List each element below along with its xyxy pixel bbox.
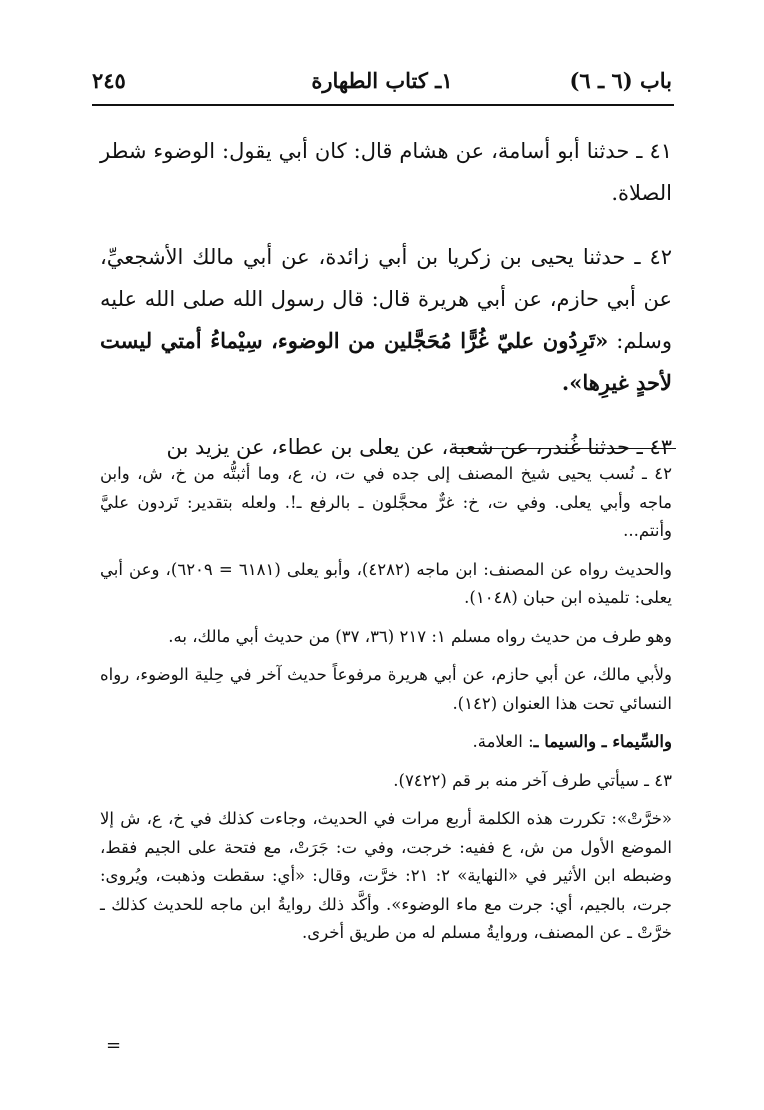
- hadith-42: ٤٢ ـ حدثنا يحيى بن زكريا بن أبي زائدة، عن أبي مالك الأشجعيِّ، عن أبي حازم، عن أبي هريرة قال: قال رسول الله صلى الله عليه وسلم: «تَرِدُون عليّ غُرًّا مُحَجَّلين من الوضوء، سِيْماءُ أمتي ليست لأحدٍ غيرِها».: [100, 245, 672, 395]
- footnote-rule: [452, 448, 676, 449]
- footnote-43-kharrat: «خرَّتْ»: تكررت هذه الكلمة أربع مرات في الحديث، وجاءت كذلك في خ، ع، ش إلا الموضع الأول من ش، ع ففيه: خرجت، وفي ت: جَرَتْ، مع فتحة على الجيم فقط، وضبطه ابن الأثير في «النهاية» ٢: ٢١: خرَّت، وقال: «أي: سقطت وذهبت، ويُروى: جرت، بالجيم، أي: جرت مع ماء الوضوء». وأكَّد ذلك روايةُ ابن ماجه للحديث كذلك ـ خرَّتْ ـ عن المصنف، وروايةُ مسلم له من طريق أخرى.: [100, 809, 673, 942]
- hadith-41: ٤١ ـ حدثنا أبو أسامة، عن هشام قال: كان أبي يقول: الوضوء شطر الصلاة.: [100, 139, 672, 205]
- footnote-42-other: ولأبي مالك، عن أبي حازم، عن أبي هريرة مرفوعاً حديث آخر في حِلية الوضوء، رواه النسائي تحت هذا العنوان (١٤٢).: [100, 665, 672, 713]
- chapter-label: باب (٦ ـ ٦): [569, 68, 672, 93]
- hadith-42-quote: «تَرِدُون عليّ غُرًّا مُحَجَّلين من الوضوء، سِيْماءُ أمتي ليست لأحدٍ غيرِها».: [100, 328, 672, 395]
- footnote-42-simaa: والسِّيماء ـ والسيما ـ: العلامة.: [472, 732, 672, 751]
- footnote-43: ٤٣ ـ سيأتي طرف آخر منه بر قم (٧٤٢٢).: [393, 770, 672, 790]
- continuation-mark: =: [106, 1035, 122, 1056]
- footnote-42-sources: والحديث رواه عن المصنف: ابن ماجه (٤٢٨٢)، وأبو يعلى (٦١٨١ = ٦٢٠٩)، وعن أبي يعلى: تلميذه ابن حبان (١٠٤٨).: [100, 559, 673, 607]
- hadith-43: ٤٣ ـ حدثنا غُندر، عن شعبة، عن يعلى بن عطاء، عن يزيد بن: [166, 435, 672, 459]
- running-header: [92, 64, 672, 98]
- book-title: ١ـ كتاب الطهارة: [311, 68, 453, 93]
- footnote-42: ٤٢ ـ نُسب يحيى شيخ المصنف إلى جده في ت، ن، ع، وما أثبتُّه من خ، ش، وابن ماجه وأبي يعلى. وفي ت، خ: غرٌّ محجَّلون ـ بالرفع ـ!. ولعله بتقدير: تَردون عليَّ وأنتم...: [100, 464, 672, 540]
- page-number: ٢٤٥: [92, 68, 126, 93]
- footnote-42-muslim: وهو طرف من حديث رواه مسلم ١: ٢١٧ (٣٦، ٣٧) من حديث أبي مالك، به.: [168, 626, 672, 646]
- footnotes: [100, 460, 672, 958]
- main-text: [100, 130, 672, 490]
- header-rule: [92, 104, 674, 106]
